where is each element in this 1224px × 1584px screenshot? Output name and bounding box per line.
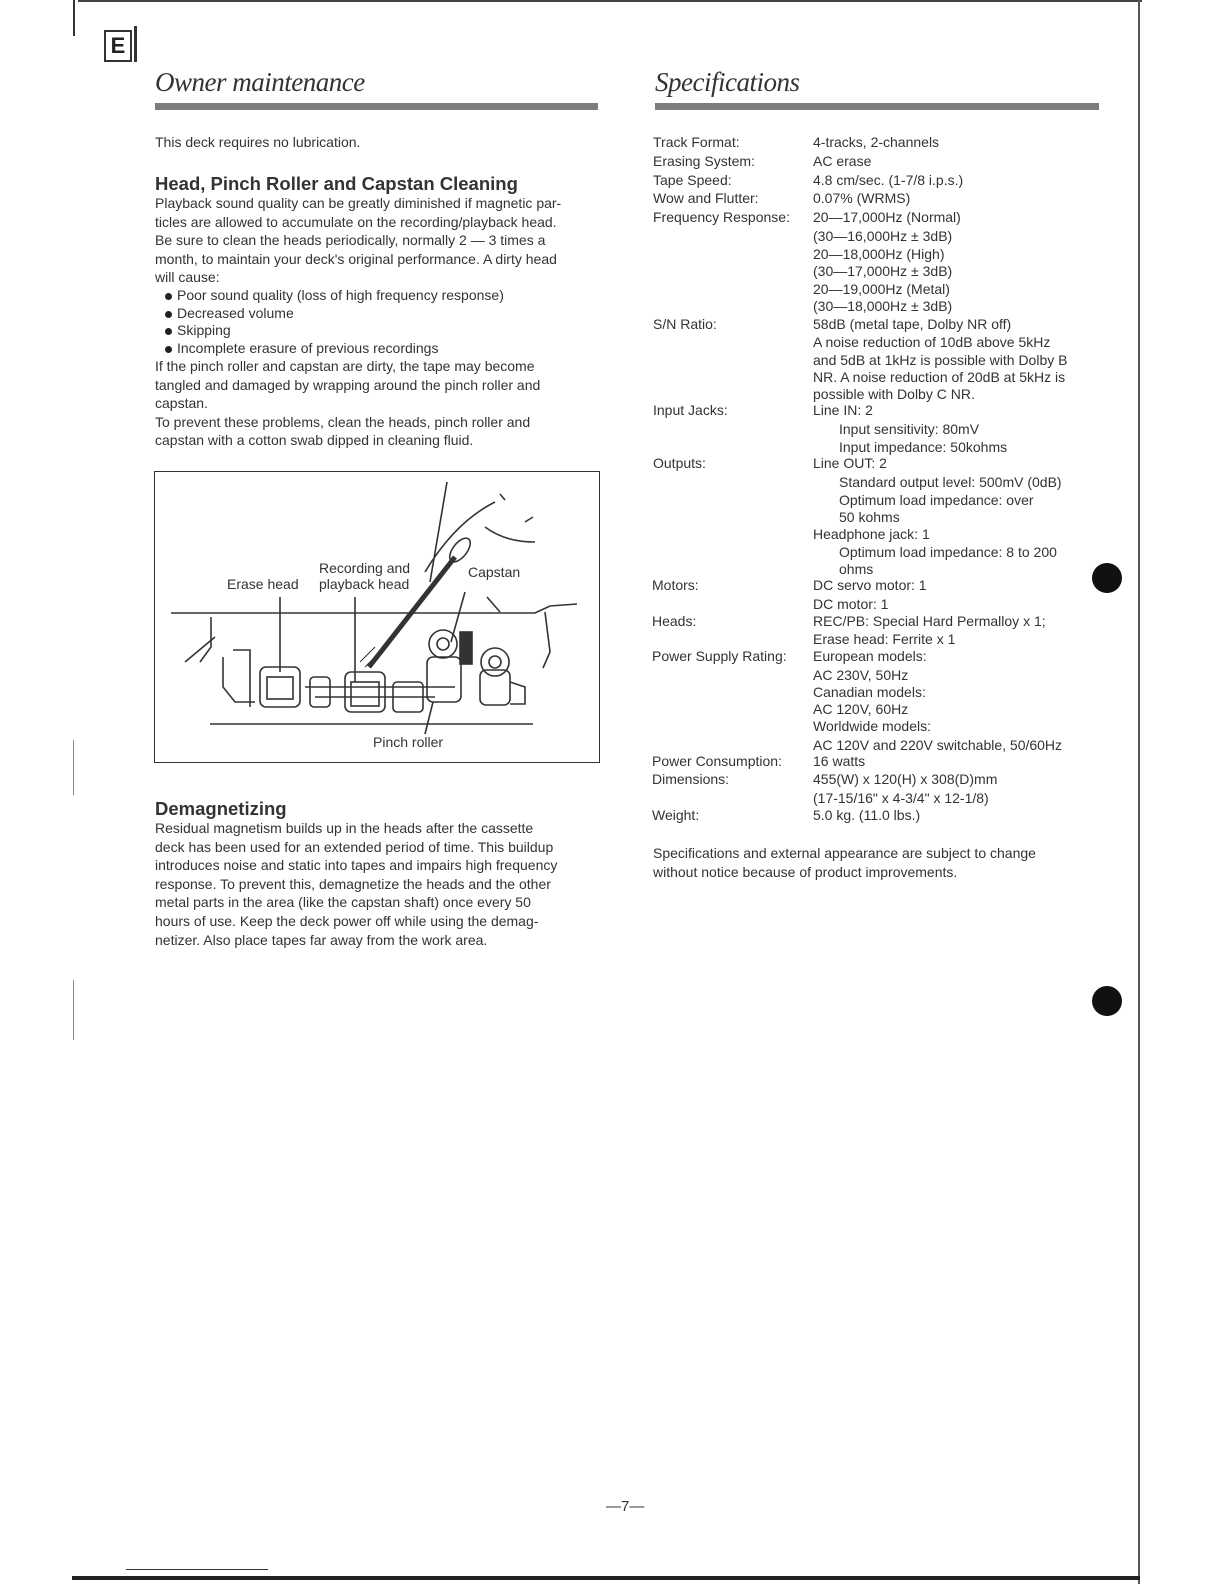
spec-value: 4-tracks, 2-channels [813, 134, 940, 150]
spec-value: Standard output level: 500mV (0dB) [839, 474, 1062, 490]
spec-label: Weight: [652, 807, 700, 823]
scan-edge-left [73, 740, 74, 795]
specs-title-rule [655, 103, 1099, 110]
spec-label: Motors: [652, 577, 699, 593]
demag-paragraph: Residual magnetism builds up in the heads after the cassette deck has been used for an extended period of time. This buildup introduces noise and static into tapes and impairs high frequency response. To prevent this, demagnetize the heads and the other metal parts in the area (like the capstan shaft) once every 50 hours of use. Keep the deck power off while using the demag- netizer. Also place tapes far away from the work area. [155, 820, 558, 948]
spec-value: 0.07% (WRMS) [813, 190, 911, 206]
spec-value: Line OUT: 2 [813, 455, 887, 471]
list-item: Skipping [163, 322, 504, 340]
tape-transport-illustration [155, 472, 599, 762]
label-pinch-roller: Pinch roller [373, 734, 444, 750]
spec-value: 20—18,000Hz (High) [813, 246, 945, 262]
list-item: Poor sound quality (loss of high frequency response) [163, 287, 504, 305]
maintenance-title: Owner maintenance [155, 67, 365, 97]
spec-label: Frequency Response: [653, 209, 790, 225]
spec-label: Outputs: [653, 455, 706, 471]
label-erase-head: Erase head [227, 576, 299, 592]
spec-label: S/N Ratio: [653, 316, 717, 332]
spec-value: DC motor: 1 [813, 596, 889, 612]
spec-value: possible with Dolby C NR. [813, 386, 975, 402]
label-recording-head: playback head [319, 576, 410, 592]
symptom-list [163, 287, 504, 357]
spec-value: 16 watts [813, 753, 866, 769]
spec-label: Track Format: [653, 134, 740, 150]
scan-edge-left [73, 0, 75, 36]
spec-value: Input sensitivity: 80mV [839, 421, 980, 437]
spec-value: AC 120V and 220V switchable, 50/60Hz [813, 737, 1063, 753]
spec-value: AC erase [813, 153, 872, 169]
spec-value: 4.8 cm/sec. (1-7/8 i.p.s.) [813, 172, 964, 188]
spec-value: 5.0 kg. (11.0 lbs.) [813, 807, 921, 823]
spec-value: Optimum load impedance: 8 to 200 [839, 544, 1057, 560]
spec-value: DC servo motor: 1 [813, 577, 927, 593]
spec-value: and 5dB at 1kHz is possible with Dolby B [813, 352, 1068, 368]
spec-value: AC 230V, 50Hz [813, 667, 909, 683]
scan-edge-left [73, 980, 74, 1040]
demag-heading: Demagnetizing [155, 798, 287, 819]
spec-value: 20—19,000Hz (Metal) [813, 281, 950, 297]
spec-label: Power Supply Rating: [652, 648, 787, 664]
spec-label: Wow and Flutter: [653, 190, 759, 206]
list-item: Incomplete erasure of previous recordings [163, 340, 504, 358]
list-item: Decreased volume [163, 305, 504, 323]
maintenance-intro: This deck requires no lubrication. [155, 134, 361, 150]
spec-value: 455(W) x 120(H) x 308(D)mm [813, 771, 998, 787]
scan-edge-bottom [72, 1576, 1140, 1580]
spec-value: (30—18,000Hz ± 3dB) [813, 298, 953, 314]
spec-value: REC/PB: Special Hard Permalloy x 1; [813, 613, 1046, 629]
page-number: —7— [606, 1498, 645, 1515]
spec-value: (30—16,000Hz ± 3dB) [813, 228, 953, 244]
spec-label: Heads: [652, 613, 697, 629]
specs-title: Specifications [655, 67, 800, 97]
spec-value: Canadian models: [813, 684, 926, 700]
spec-value: (30—17,000Hz ± 3dB) [813, 263, 953, 279]
label-capstan: Capstan [468, 564, 521, 580]
spec-value: Worldwide models: [813, 718, 932, 734]
spec-value: 50 kohms [839, 509, 900, 525]
spec-label: Input Jacks: [653, 402, 728, 418]
specs-note: Specifications and external appearance are subject to change without notice because of product improvements. [653, 845, 1036, 880]
spec-value: Headphone jack: 1 [813, 526, 930, 542]
spec-value: (17-15/16" x 4-3/4" x 12-1/8) [813, 790, 989, 806]
cleaning-paragraph-2: If the pinch roller and capstan are dirty, the tape may become tangled and damaged by wrapping around the pinch roller and capstan. To prevent these problems, clean the heads, pinch roller and capstan with a cotton swab dipped in cleaning fluid. [155, 358, 541, 449]
spec-value: AC 120V, 60Hz [813, 701, 909, 717]
scan-edge-top [78, 0, 1142, 2]
spec-value: ohms [839, 561, 874, 577]
spec-label: Power Consumption: [652, 753, 782, 769]
spec-label: Dimensions: [652, 771, 730, 787]
label-recording-head: Recording and [319, 560, 411, 576]
scan-edge-bottom [126, 1569, 268, 1570]
cleaning-diagram [154, 471, 600, 763]
language-badge: E [104, 30, 132, 62]
spec-value: European models: [813, 648, 927, 664]
spec-label: Erasing System: [653, 153, 755, 169]
spec-value: 58dB (metal tape, Dolby NR off) [813, 316, 1012, 332]
spec-value: A noise reduction of 10dB above 5kHz [813, 334, 1051, 350]
spec-value: NR. A noise reduction of 20dB at 5kHz is [813, 369, 1066, 385]
spec-label: Tape Speed: [653, 172, 732, 188]
punch-hole [1092, 563, 1122, 593]
maintenance-title-rule [155, 103, 598, 110]
cleaning-paragraph: Playback sound quality can be greatly diminished if magnetic par- ticles are allowed to accumulate on the recording/playback head. Be sure to clean the heads periodically, normally 2 — 3 times a month, to maintain your deck's original performance. A dirty head will cause: [155, 195, 562, 286]
spec-value: Optimum load impedance: over [839, 492, 1034, 508]
spec-value: 20—17,000Hz (Normal) [813, 209, 961, 225]
scan-edge-right [1138, 0, 1140, 1584]
spec-value: Erase head: Ferrite x 1 [813, 631, 956, 647]
punch-hole [1092, 986, 1122, 1016]
spec-value: Input impedance: 50kohms [839, 439, 1008, 455]
spec-value: Line IN: 2 [813, 402, 873, 418]
cleaning-heading: Head, Pinch Roller and Capstan Cleaning [155, 173, 518, 194]
